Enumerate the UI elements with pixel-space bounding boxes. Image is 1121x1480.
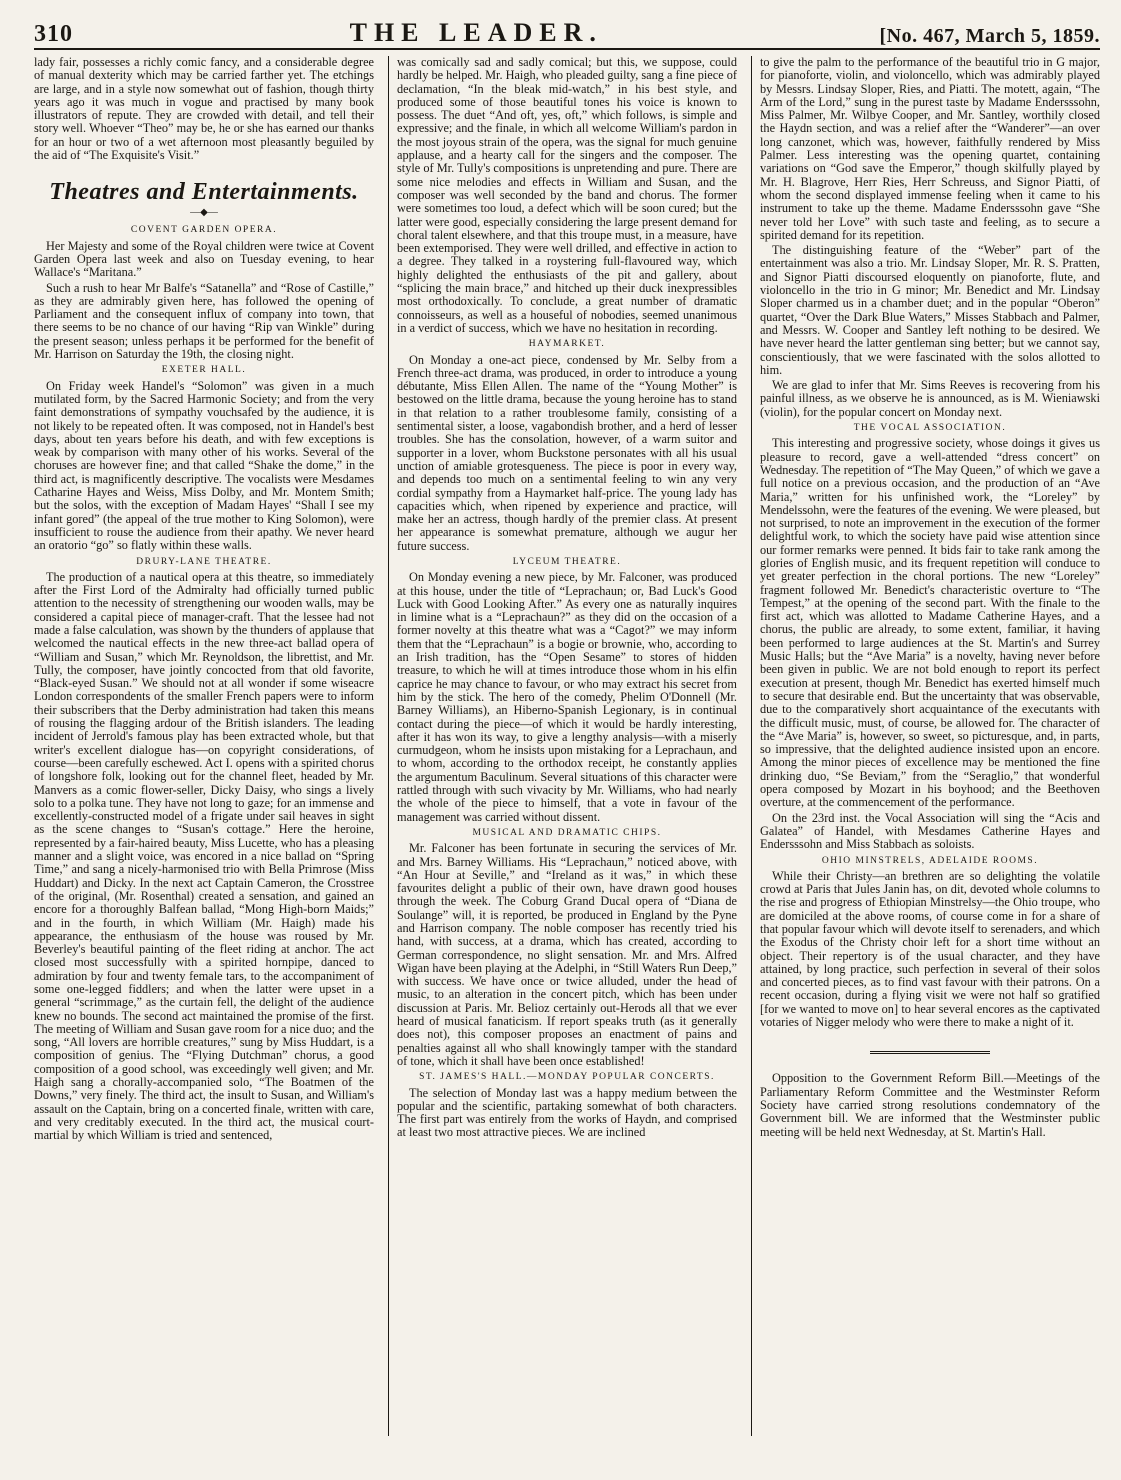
column-rule: [751, 56, 752, 1436]
section-heading: Theatres and Entertainments.: [49, 179, 359, 206]
paragraph: Opposition to the Government Reform Bill.—Meetings of the Parliamentary Reform Committee and the Westminster Reform Society have carried strong resolutions condemnatory of the Government bill. We are informed that the Westminster public meeting will be held next Wednesday, at St. Martin's Hall.: [760, 1071, 1100, 1139]
subheading: LYCEUM THEATRE.: [512, 556, 622, 567]
page-header: [34, 18, 1100, 50]
paragraph: Her Majesty and some of the Royal children were twice at Covent Garden Opera last week and also on Tuesday evening, to hear Wallace's “Maritana.”: [34, 238, 374, 280]
paragraph: Such a rush to hear Mr Balfe's “Satanella” and “Rose of Castille,” as they are admirably given here, has followed the opening of Parliament and the consequent influx of company into town, that there seems to be no chance of our having “Rip van Winkle” during the present season; unless perhaps it be performed for the benefit of Mr. Harrison on Saturday the 19th, the closing night.: [34, 280, 374, 362]
page-number: 310: [34, 21, 73, 47]
subheading: HAYMARKET.: [528, 339, 606, 350]
paragraph: was comically sad and sadly comical; but this, we suppose, could hardly be helped. Mr. Haigh, who pleaded guilty, sang a fine piece of declamation, “In the bleak mid-watch,” in his best style, and produced some of those beautiful tones his voice is known to possess. The duet “And oft, yes, oft,” which follows, is simple and expressive; and the finale, in which all welcome William's pardon in the most joyous strain of the opera, was the signal for much genuine applause, and a hearty call for the singers and the composer. The style of Mr. Tully's compositions is unpretending and pure. There are some nice melodies and effects in William and Susan, and the composer was well seconded by the band and chorus. The former were sometimes too loud, a defect which will be soon cured; but the latter were good, especially considering the large present demand for choral talent elsewhere, and that this troupe must, in a measure, have been extemporised. They were well drilled, and effective in action to a degree. They talked in a roystering full-flavoured way, which highly delighted the enthusiasts of the pit and gallery, about “splicing the main brace,” and hitched up their duck inexpressibles most orthodoxically. To conclude, a great number of dramatic connoisseurs, as well as a houseful of nobodies, seemed unanimous in a verdict of success, which we have no hesitation in recording.: [397, 55, 737, 335]
ornament-divider: —◆—: [190, 207, 218, 219]
paragraph: Mr. Falconer has been fortunate in securing the services of Mr. and Mrs. Barney Williams. His “Leprachaun,” noticed above, with “An Hour at Seville,” and “Ireland as it was,” in which these favourites delight a public of their own, have drawn good houses through the week. The Coburg Grand Ducal opera of “Diana de Soulange” will, it is reported, be produced in England by the Pyne and Harrison company. The noble composer has recently tried his hand, with success, at a drama, which has created, according to German correspondence, no slight sensation. Mr. and Mrs. Alfred Wigan have been playing at the Adelphi, in “Still Waters Run Deep,” with success. We have once or twice alluded, under the head of music, to an alteration in the concert pitch, which has been under discussion at Paris. Mr. Belioz certainly out-Herods all that we ever heard of musical fanaticism. If report speaks truth (as it generally does not), this composer proposes an enactment of pains and penalties against all who shall knowingly tamper with the standard of tone, which it shall have been once established!: [397, 841, 737, 1068]
paragraph: to give the palm to the performance of the beautiful trio in G major, for pianoforte, violin, and violoncello, which was admirably played by Messrs. Lindsay Sloper, Ries, and Piatti. The motett, again, “The Arm of the Lord,” sung in the purest taste by Madame Endersssohn, Miss Palmer, Mr. Wilbye Cooper, and Mr. Santley, worthily closed the Haydn section, and was a relief after the “Wanderer”—an over long canzonet, which was, however, faithfully rendered by Miss Palmer. Less interesting was the opening quartet, containing variations on “God save the Emperor,” though skilfully played by Mr. H. Blagrove, Herr Ries, Herr Schreuss, and Signor Piatti, of whom the second displayed immense feeling when it came to his instrument to take up the theme. Madame Endersssohn gave “She never told her Love” with such taste and feeling, as to secure a spirited demand for its repetition.: [760, 55, 1100, 242]
paragraph: On the 23rd inst. the Vocal Association will sing the “Acis and Galatea” of Handel, with Mesdames Catherine Hayes and Endersssohn and Miss Stabbach as soloists.: [760, 810, 1100, 852]
column-1: [34, 56, 374, 1145]
subheading: COVENT GARDEN OPERA.: [130, 225, 278, 236]
subheading: EXETER HALL.: [161, 365, 247, 376]
publication-title: THE LEADER.: [349, 18, 603, 47]
column-3: [760, 56, 1100, 1141]
subheading: ST. JAMES'S HALL.—MONDAY POPULAR CONCERTS.: [419, 1072, 715, 1083]
paragraph: We are glad to infer that Mr. Sims Reeves is recovering from his painful illness, as we observe he is announced, as is M. Wieniawski (violin), for the popular concert on Monday next.: [760, 378, 1100, 419]
paragraph: The production of a nautical opera at this theatre, so immediately after the First Lord of the Admiralty had officially turned public attention to the necessity of strengthening our wooden walls, may be considered a capital piece of manager-craft. That the lessee had not made a false calculation, was shown by the thunders of applause that welcomed the nautical effects in the new three-act ballad opera of “William and Susan,” which Mr. Reynoldson, the librettist, and Mr. Tully, the composer, have jointly concocted from that old favorite, “Black-eyed Susan.” We should not at all wonder if some wiseacre London correspondents of the smaller French papers were to inform their subscribers that the Derby administration had taken this means of rousing the flagging ardour of the British islanders. The leading incident of Jerrold's famous play has been extracted whole, but that writer's excellent dialogue has—on copyright considerations, of course—been carefully eschewed. Act I. opens with a spirited chorus of longshore folk, looking out for the channel fleet, headed by Mr. Manvers as a comic flower-seller, Dicky Daisy, who sings a lively solo to a polka tune. They have not long to gaze; for an immense and excellently-constructed model of a frigate under sail heaves in sight as the scene changes to “Susan's cottage.” Here the heroine, represented by a fair-haired beauty, Miss Lucette, who has a pleasing manner and a slight voice, was encored in a nice ballad on “Spring Time,” and sang a nicely-harmonised trio with Bella Primrose (Miss Huddart) and Dicky. In the next act Captain Cameron, the Crosstree of the original, (Mr. Rosenthal) created a sensation, and gained an encore for a thoroughly Balfean ballad, “Mong High-born Maids;” and in the fourth, in which William (Mr. Haigh) made his appearance, the enthusiasm of the house was roused by Mr. Beverley's beautiful painting of the fleet riding at anchor. The act closed most successfully with a spirited hornpipe, danced to admiration by four and twenty female tars, to the accompaniment of some one-legged fiddlers; and when the latter were upset in a general “scrimmage,” as the curtain fell, the delight of the audience knew no bounds. The second act maintained the promise of the first. The meeting of William and Susan gave room for a nice duo; and the song, “All lovers are horrible creatures,” sung by Miss Huddart, is a composition of genius. The “Flying Dutchman” chorus, a good composition of a good school, was exceedingly well given; and Mr. Haigh sang a chorally-accompanied solo, “The Boatmen of the Downs,” very finely. The third act, the insult to Susan, and William's assault on the Captain, bring on a concerted finale, written with care, and very creditably executed. In the third act, the musical court-martial by which William is tried and sentenced,: [34, 569, 374, 1143]
subheading: MUSICAL AND DRAMATIC CHIPS.: [472, 827, 662, 838]
paragraph: On Monday evening a new piece, by Mr. Falconer, was produced at this house, under the title of “Leprachaun; or, Bad Luck's Good Luck with Good Looking After.” As every one as naturally inquires in limine what is a “Leprachaun?” as they did on the occasion of a former novelty at this theatre what was a “Cagot?” we may inform them that the “Leprachaun” is a bogie or brownie, who, according to an Irish tradition, has the “Open Sesame” to stores of hidden treasure, to which he will at times introduce those whom in his elfin caprice he may chance to favour, or who may extract his secret from him by the stick. The hero of the comedy, Phelim O'Donnell (Mr. Barney Williams), an Hiberno-Spanish Legionary, is in continual contact during the piece—of which it would be hardly interesting, after it has won its way, to give a lengthy analysis—with a miserly curmudgeon, whom he insists upon mistaking for a Leprachaun, and to whom, according to the orthodox receipt, he constantly applies the argumentum Baculinum. Several situations of this character were rattled through with such vivacity by Mr. Williams, who had nearly the whole of the piece to himself, that a vote in favour of the management was carried without dissent.: [397, 570, 737, 824]
paragraph: This interesting and progressive society, whose doings it gives us pleasure to record, gave a well-attended “dress concert” on Wednesday. The repetition of “The May Queen,” of which we gave a full notice on a previous occasion, and the production of an “Ave Maria,” written for his unfinished work, the “Loreley” by Mendelssohn, were the features of the evening. We were pleased, but not surprised, to note an improvement in the execution of the former delightful work, to which the society have paid wise attention since our former remarks were penned. It bids fair to take rank among the glories of English music, and its frequent repetition will conduce to yet greater perfection in the choral portions. The new “Loreley” fragment followed Mr. Benedict's characteristic overture to “The Tempest,” at the opening of the second part. With the finale to the first act, which was allotted to Madame Catherine Hayes, and a chorus, the public are already, to some extent, familiar, it having been performed to large audiences at the St. Martin's and Surrey Music Halls; but the “Ave Maria” is a novelty, having never before been given in public. We are not bold enough to report its perfect execution at present, though Mr. Benedict has exerted himself much to secure that desirable end. But the uncertainty that was observable, due to the comparatively short acquaintance of the executants with the difficult music, must, of course, be allowed for. The character of the “Ave Maria” is, however, so sweet, so picturesque, and, in parts, so impressive, that the delighted audience insisted upon an encore. Among the minor pieces of excellence may be mentioned the fine drinking duo, “Se Beviam,” from the “Seraglio,” that wonderful opera composed by Mozart in his boyhood; and the Beethoven overture, at the commencement of the performance.: [760, 436, 1100, 810]
subheading: OHIO MINSTRELS, ADELAIDE ROOMS.: [821, 855, 1039, 866]
column-rule: [388, 56, 389, 1436]
paragraph: lady fair, possesses a richly comic fancy, and a considerable degree of manual dexterity which may be carried farther yet. The etchings are large, and in a style now somewhat out of fashion, though thirty years ago it was much in vogue and practised by many book illustrators of repute. They are crowded with detail, and tell their story well. Whoever “Theo” may be, he or she has earned our thanks for an hour or two of a wet afternoon most pleasantly beguiled by the aid of “The Exquisite's Visit.”: [34, 55, 374, 163]
subheading: DRURY-LANE THEATRE.: [136, 556, 272, 567]
subheading: THE VOCAL ASSOCIATION.: [853, 423, 1007, 434]
paragraph: On Friday week Handel's “Solomon” was given in a much mutilated form, by the Sacred Harmonic Society; and from the very faint demonstrations of sympathy vouchsafed by the audience, it is not likely to be repeated often. It was composed, not in Handel's best days, about ten years before his death, and with few exceptions is weak by comparison with many other of his works. Several of the choruses are however fine; and that called “Shake the dome,” in the third act, is magnificently descriptive. The vocalists were Mesdames Catharine Hayes and Weiss, Miss Dolby, and Mr. Montem Smith; but the solos, with the exception of Madam Hayes' “Shall I see my infant gored” (the appeal of the true mother to King Solomon), were insufficient to rouse the audience from their apathy. We never heard an oratorio “go” so flatly within these walls.: [34, 378, 374, 553]
paragraph: The selection of Monday last was a happy medium between the popular and the scientific, partaking somewhat of both characters. The first part was entirely from the works of Haydn, and comprised at least two most attractive pieces. We are inclined: [397, 1085, 737, 1140]
column-2: [397, 56, 737, 1142]
section-divider: [870, 1051, 990, 1054]
paragraph: The distinguishing feature of the “Weber” part of the entertainment was also a trio. Mr. Lindsay Sloper, Mr. R. S. Pratten, and Signor Piatti discoursed eloquently on pianoforte, flute, and violoncello in the trio in G minor; Mr. Benedict and Mr. Lindsay Sloper charmed us in a chamber duet; and in the popular “Oberon” quartet, “Over the Dark Blue Waters,” Misses Stabbach and Palmer, and Messrs. W. Cooper and Santley left nothing to be desired. We have never heard the latter gentleman sing better; but we cannot say, conscientiously, that we were fascinated with the solos allotted to him.: [760, 243, 1100, 377]
paragraph: On Monday a one-act piece, condensed by Mr. Selby from a French three-act drama, was produced, in order to introduce a young débutante, Miss Ellen Allen. The name of the “Young Mother” is bestowed on the little drama, because the young heroine has to stand in that relation to a rather troublesome family, consisting of a sentimental sister, a loose, vagabondish brother, and a herd of lesser troubles. She has the consolation, however, of a warm suitor and supporter in a lover, whom Buckstone personates with all his usual unction of amiable grotesqueness. The piece is poor in every way, and depends too much on a sentimental feeling to win any very cordial sympathy from a Haymarket half-price. The young lady has capacities which, when ripened by experience and practice, will make her an actress, though hardly of the premier class. At present her appearance is somewhat premature, although we augur her future success.: [397, 352, 737, 553]
issue-date: [No. 467, March 5, 1859.: [879, 25, 1100, 47]
paragraph: While their Christy—an brethren are so delighting the volatile crowd at Paris that Jules Janin has, on dit, devoted whole columns to the rise and progress of Ethiopian Minstrelsy—the Ohio troupe, who are domiciled at the above rooms, of course come in for a share of that popular favour which will devote itself to serenaders, and which the Exodus of the Christy choir left for a short time without an object. Their repertory is of the usual character, and they have attained, by long practice, such perfection in several of their solos and concerted pieces, as to find vast favour with their patrons. On a recent occasion, during a flying visit we were not half so gratified [for we wanted to move on] to hear several encores as the captivated votaries of Nigger melody who were there to make a night of it.: [760, 868, 1100, 1030]
